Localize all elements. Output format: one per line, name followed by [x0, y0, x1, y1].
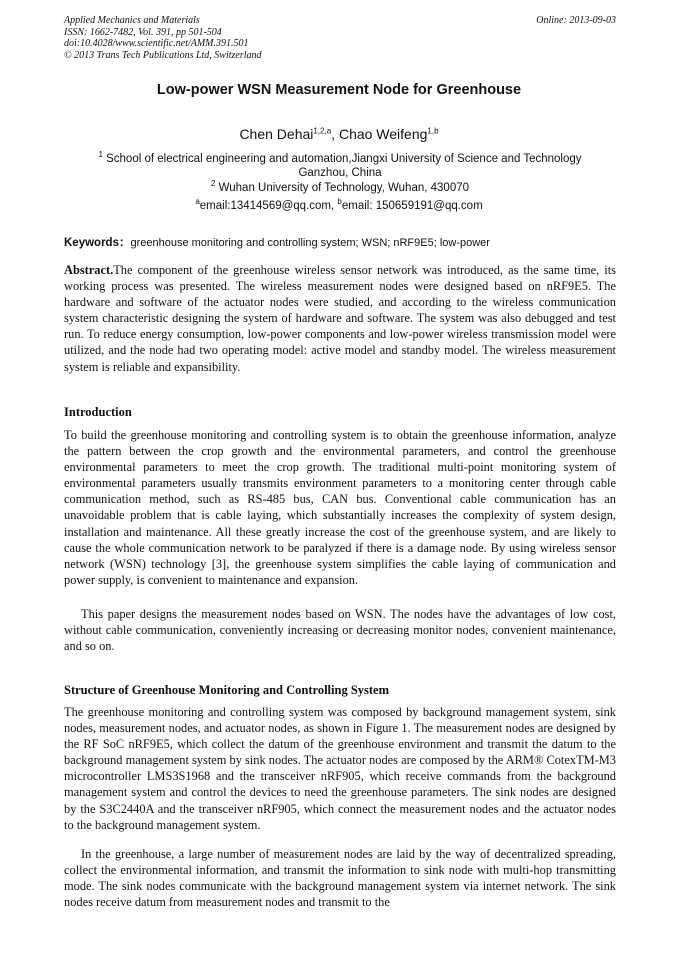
- structure-heading: Structure of Greenhouse Monitoring and Controlling System: [64, 683, 390, 697]
- author-1-sup: 1,2,a: [313, 126, 332, 136]
- author-separator: ,: [331, 126, 339, 142]
- affiliation-1-sup: 1: [98, 150, 103, 159]
- keywords-line: [64, 234, 616, 250]
- keywords-text: greenhouse monitoring and controlling system; WSN; nRF9E5; low-power: [130, 237, 490, 249]
- online-date: Online: 2013-09-03: [536, 15, 616, 26]
- copyright-line: © 2013 Trans Tech Publications Ltd, Switzerland: [64, 49, 262, 61]
- affiliation-2-text: Wuhan University of Technology, Wuhan, 430070: [215, 181, 470, 194]
- introduction-paragraph-2: This paper designs the measurement nodes based on WSN. The nodes have the advantages of low cost, without cable communication, conveniently increasing or decreasing monitor nodes, convenient maintenance, and so on.: [64, 607, 616, 654]
- introduction-paragraph-1: To build the greenhouse monitoring and controlling system is to obtain the greenhouse information, analyze the pattern between the crop growth and the environmental parameters, and control the greenhouse environmental parameters to meet the crop growth. The traditional multi-point monitoring system of environmental parameters usually transmits environment parameters to a monitoring center through cable communication method, such as RS-485 bus, CAN bus. Conventional cable communication has an unavoidable problem that is cable laying, which substantially increases the complexity of system design, installation and maintenance. All these greatly increase the cost of the greenhouse system, and are likely to cause the whole communication network to be paralyzed if there is a damage node. By using wireless sensor network (WSN) technology [3], the greenhouse system simplifies the cable laying of communication and power supply, is convenient to maintenance and expansion.: [64, 428, 616, 587]
- introduction-heading: Introduction: [64, 405, 132, 419]
- journal-name: Applied Mechanics and Materials: [64, 15, 200, 26]
- affiliation-1: [64, 148, 616, 181]
- author-2-sup: 1,b: [427, 126, 439, 136]
- affiliation-2-sup: 2: [210, 179, 216, 188]
- abstract-label: Abstract.: [64, 263, 114, 277]
- abstract: [64, 262, 616, 375]
- email-line: [0, 197, 678, 212]
- issn-line: ISSN: 1662-7482, Vol. 391, pp 501-504: [64, 26, 222, 38]
- email-a-sup: a: [195, 197, 200, 206]
- paper-title: Low-power WSN Measurement Node for Greenhouse: [156, 82, 522, 98]
- author-1-name: Chen Dehai: [239, 126, 314, 142]
- structure-paragraph-1: The greenhouse monitoring and controlling system was composed by background management system, sink nodes, measurement nodes, and actuator nodes, as shown in Figure 1. The measurement nodes are designed by the RF SoC nRF9E5, which collect the datum of the greenhouse environment and transmit the datum to the background management system by sink nodes. The actuator nodes are composed by the ARM® CotexTM-M3 microcontroller LMS3S1968 and the transceiver nRF905, which receive commands from the background management system and control the devices to need the greenhouse parameters. The sink nodes are designed by the S3C2440A and the transceiver nRF905, which connect the measurement nodes and the actuator nodes to the background management system.: [64, 705, 616, 832]
- affiliation-1-line2: Ganzhou, China: [298, 167, 382, 180]
- email-b-sup: b: [337, 197, 342, 206]
- abstract-text: The component of the greenhouse wireless sensor network was introduced, as the same time, its working process was presented. The wireless measurement nodes were designed based on nRF9E5. The hardware and software of the actuator nodes were studied, and according to the wireless communication system characteristic designing the system of hardware and software. The system was also debugged and test run. To reduce energy consumption, low-power components and low-power wireless transmission model were utilized, and the node had two operating model: active model and standby model. The wireless measurement system is reliable and expansibility.: [64, 263, 616, 374]
- email-b[interactable]: email: 150659191@qq.com: [341, 199, 483, 212]
- affiliation-1-line1: School of electrical engineering and automation,Jiangxi University of Science and Technology: [102, 152, 582, 165]
- structure-paragraph-2: In the greenhouse, a large number of measurement nodes are laid by the way of decentralized spreading, collect the environmental information, and transmit the information to sink node with multi-hop transmitting mode. The sink nodes communicate with the background management system via internet network. The sink nodes receive datum from measurement nodes and transmit to the: [64, 847, 616, 910]
- email-a[interactable]: email:13414569@qq.com,: [199, 199, 338, 212]
- author-2-name: Chao Weifeng: [338, 126, 428, 142]
- keywords-label: Keywords：: [64, 237, 131, 249]
- doi-line: doi:10.4028/www.scientific.net/AMM.391.501: [64, 38, 249, 49]
- journal-header: [64, 15, 616, 61]
- affiliation-2: [64, 177, 616, 195]
- author-line: [0, 126, 678, 142]
